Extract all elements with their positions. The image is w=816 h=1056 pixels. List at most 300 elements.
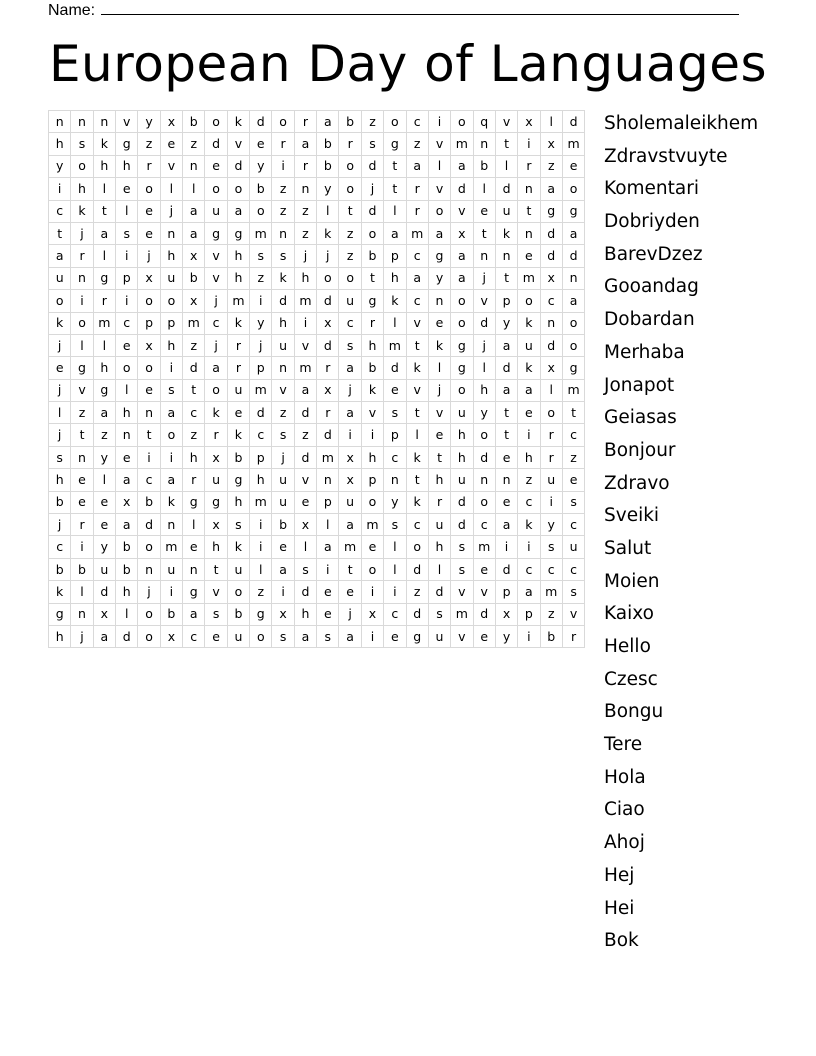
grid-cell[interactable]: d — [250, 111, 272, 133]
grid-cell[interactable]: d — [317, 290, 339, 312]
grid-cell[interactable]: r — [339, 133, 361, 155]
grid-cell[interactable]: x — [540, 133, 562, 155]
grid-cell[interactable]: a — [294, 133, 316, 155]
grid-cell[interactable]: s — [49, 446, 71, 468]
grid-cell[interactable]: g — [116, 133, 138, 155]
grid-cell[interactable]: m — [451, 133, 473, 155]
grid-cell[interactable]: p — [250, 357, 272, 379]
grid-cell[interactable]: a — [339, 625, 361, 647]
grid-cell[interactable]: a — [384, 222, 406, 244]
grid-cell[interactable]: r — [227, 334, 249, 356]
grid-cell[interactable]: o — [562, 312, 584, 334]
grid-cell[interactable]: o — [71, 155, 93, 177]
grid-cell[interactable]: h — [451, 424, 473, 446]
grid-cell[interactable]: h — [428, 536, 450, 558]
grid-cell[interactable]: g — [540, 200, 562, 222]
grid-cell[interactable]: x — [361, 603, 383, 625]
grid-cell[interactable]: r — [428, 491, 450, 513]
grid-cell[interactable]: b — [317, 155, 339, 177]
grid-cell[interactable]: d — [294, 581, 316, 603]
grid-cell[interactable]: r — [183, 469, 205, 491]
grid-cell[interactable]: l — [93, 245, 115, 267]
grid-cell[interactable]: g — [562, 357, 584, 379]
grid-cell[interactable]: o — [138, 603, 160, 625]
grid-cell[interactable]: e — [138, 200, 160, 222]
grid-cell[interactable]: d — [451, 491, 473, 513]
grid-cell[interactable]: t — [93, 200, 115, 222]
grid-cell[interactable]: e — [384, 625, 406, 647]
grid-cell[interactable]: e — [562, 469, 584, 491]
grid-cell[interactable]: g — [451, 357, 473, 379]
grid-cell[interactable]: e — [495, 491, 517, 513]
grid-cell[interactable]: o — [227, 581, 249, 603]
name-blank-line[interactable] — [101, 0, 739, 15]
grid-cell[interactable]: j — [272, 446, 294, 468]
grid-cell[interactable]: j — [317, 245, 339, 267]
grid-cell[interactable]: i — [160, 357, 182, 379]
grid-cell[interactable]: l — [495, 155, 517, 177]
grid-cell[interactable]: g — [406, 625, 428, 647]
grid-cell[interactable]: m — [250, 491, 272, 513]
grid-cell[interactable]: a — [339, 357, 361, 379]
grid-cell[interactable]: x — [294, 514, 316, 536]
grid-cell[interactable]: o — [205, 111, 227, 133]
grid-cell[interactable]: l — [317, 200, 339, 222]
grid-cell[interactable]: c — [406, 111, 428, 133]
grid-cell[interactable]: j — [138, 581, 160, 603]
grid-cell[interactable]: i — [272, 155, 294, 177]
grid-cell[interactable]: v — [562, 603, 584, 625]
grid-cell[interactable]: a — [451, 155, 473, 177]
grid-cell[interactable]: r — [361, 312, 383, 334]
grid-cell[interactable]: i — [540, 491, 562, 513]
grid-cell[interactable]: x — [451, 222, 473, 244]
grid-cell[interactable]: g — [227, 222, 249, 244]
grid-cell[interactable]: n — [160, 222, 182, 244]
grid-cell[interactable]: m — [227, 290, 249, 312]
grid-cell[interactable]: t — [428, 446, 450, 468]
grid-cell[interactable]: t — [495, 402, 517, 424]
grid-cell[interactable]: d — [294, 402, 316, 424]
grid-cell[interactable]: n — [116, 424, 138, 446]
grid-cell[interactable]: v — [406, 312, 428, 334]
grid-cell[interactable]: u — [339, 491, 361, 513]
grid-cell[interactable]: c — [562, 514, 584, 536]
grid-cell[interactable]: k — [49, 312, 71, 334]
grid-cell[interactable]: r — [294, 111, 316, 133]
grid-cell[interactable]: e — [317, 603, 339, 625]
grid-cell[interactable]: z — [138, 133, 160, 155]
grid-cell[interactable]: t — [339, 200, 361, 222]
grid-cell[interactable]: t — [71, 424, 93, 446]
grid-cell[interactable]: x — [138, 334, 160, 356]
grid-cell[interactable]: t — [406, 334, 428, 356]
grid-cell[interactable]: k — [227, 111, 249, 133]
grid-cell[interactable]: d — [406, 603, 428, 625]
grid-cell[interactable]: h — [227, 245, 249, 267]
grid-cell[interactable]: d — [473, 312, 495, 334]
grid-cell[interactable]: u — [272, 491, 294, 513]
grid-cell[interactable]: o — [138, 357, 160, 379]
grid-cell[interactable]: o — [540, 402, 562, 424]
grid-cell[interactable]: u — [495, 200, 517, 222]
grid-cell[interactable]: s — [205, 603, 227, 625]
grid-cell[interactable]: b — [272, 514, 294, 536]
grid-cell[interactable]: t — [495, 267, 517, 289]
grid-cell[interactable]: u — [339, 290, 361, 312]
grid-cell[interactable]: g — [250, 603, 272, 625]
grid-cell[interactable]: z — [406, 581, 428, 603]
grid-cell[interactable]: i — [294, 312, 316, 334]
grid-cell[interactable]: d — [294, 446, 316, 468]
grid-cell[interactable]: k — [317, 222, 339, 244]
grid-cell[interactable]: l — [473, 178, 495, 200]
grid-cell[interactable]: v — [205, 581, 227, 603]
grid-cell[interactable]: r — [406, 178, 428, 200]
grid-cell[interactable]: s — [294, 558, 316, 580]
grid-cell[interactable]: i — [495, 536, 517, 558]
grid-cell[interactable]: l — [93, 178, 115, 200]
grid-cell[interactable]: t — [339, 558, 361, 580]
grid-cell[interactable]: b — [339, 111, 361, 133]
grid-cell[interactable]: z — [272, 402, 294, 424]
grid-cell[interactable]: a — [317, 111, 339, 133]
grid-cell[interactable]: t — [183, 379, 205, 401]
grid-cell[interactable]: l — [294, 536, 316, 558]
grid-cell[interactable]: c — [138, 469, 160, 491]
grid-cell[interactable]: d — [116, 625, 138, 647]
grid-cell[interactable]: g — [451, 334, 473, 356]
grid-cell[interactable]: h — [473, 379, 495, 401]
grid-cell[interactable]: q — [473, 111, 495, 133]
grid-cell[interactable]: m — [250, 222, 272, 244]
grid-cell[interactable]: g — [93, 379, 115, 401]
grid-cell[interactable]: e — [138, 222, 160, 244]
grid-cell[interactable]: b — [49, 491, 71, 513]
grid-cell[interactable]: o — [71, 312, 93, 334]
grid-cell[interactable]: o — [473, 424, 495, 446]
grid-cell[interactable]: v — [428, 133, 450, 155]
grid-cell[interactable]: b — [116, 558, 138, 580]
grid-cell[interactable]: p — [116, 267, 138, 289]
grid-cell[interactable]: r — [205, 424, 227, 446]
grid-cell[interactable]: m — [317, 446, 339, 468]
grid-cell[interactable]: p — [384, 245, 406, 267]
grid-cell[interactable]: h — [49, 625, 71, 647]
grid-cell[interactable]: u — [227, 558, 249, 580]
grid-cell[interactable]: l — [428, 558, 450, 580]
grid-cell[interactable]: i — [49, 178, 71, 200]
grid-cell[interactable]: s — [428, 603, 450, 625]
grid-cell[interactable]: g — [183, 491, 205, 513]
grid-cell[interactable]: o — [138, 178, 160, 200]
grid-cell[interactable]: l — [93, 334, 115, 356]
grid-cell[interactable]: c — [384, 446, 406, 468]
grid-cell[interactable]: o — [160, 290, 182, 312]
grid-cell[interactable]: k — [227, 536, 249, 558]
grid-cell[interactable]: u — [562, 536, 584, 558]
grid-cell[interactable]: h — [227, 267, 249, 289]
grid-cell[interactable]: k — [227, 312, 249, 334]
grid-cell[interactable]: v — [428, 402, 450, 424]
grid-cell[interactable]: m — [540, 581, 562, 603]
grid-cell[interactable]: i — [317, 558, 339, 580]
grid-cell[interactable]: z — [250, 581, 272, 603]
grid-cell[interactable]: y — [473, 402, 495, 424]
grid-cell[interactable]: p — [160, 312, 182, 334]
grid-cell[interactable]: z — [272, 178, 294, 200]
grid-cell[interactable]: h — [71, 178, 93, 200]
grid-cell[interactable]: k — [384, 290, 406, 312]
grid-cell[interactable]: v — [451, 625, 473, 647]
grid-cell[interactable]: x — [272, 603, 294, 625]
grid-cell[interactable]: d — [384, 357, 406, 379]
grid-cell[interactable]: d — [428, 581, 450, 603]
grid-cell[interactable]: x — [138, 267, 160, 289]
grid-cell[interactable]: e — [294, 491, 316, 513]
grid-cell[interactable]: z — [250, 267, 272, 289]
grid-cell[interactable]: k — [518, 357, 540, 379]
grid-cell[interactable]: e — [250, 133, 272, 155]
grid-cell[interactable]: s — [562, 491, 584, 513]
grid-cell[interactable]: a — [93, 222, 115, 244]
grid-cell[interactable]: o — [473, 491, 495, 513]
grid-cell[interactable]: z — [540, 155, 562, 177]
grid-cell[interactable]: k — [160, 491, 182, 513]
grid-cell[interactable]: d — [495, 558, 517, 580]
grid-cell[interactable]: r — [138, 155, 160, 177]
grid-cell[interactable]: i — [116, 290, 138, 312]
grid-cell[interactable]: n — [518, 178, 540, 200]
grid-cell[interactable]: o — [518, 290, 540, 312]
grid-cell[interactable]: b — [227, 603, 249, 625]
grid-cell[interactable]: a — [294, 379, 316, 401]
grid-cell[interactable]: i — [160, 446, 182, 468]
grid-cell[interactable]: d — [227, 155, 249, 177]
grid-cell[interactable]: c — [183, 402, 205, 424]
grid-cell[interactable]: h — [428, 469, 450, 491]
grid-cell[interactable]: j — [49, 424, 71, 446]
grid-cell[interactable]: p — [495, 581, 517, 603]
grid-cell[interactable]: l — [384, 536, 406, 558]
grid-cell[interactable]: u — [227, 379, 249, 401]
grid-cell[interactable]: p — [250, 446, 272, 468]
grid-cell[interactable]: e — [518, 402, 540, 424]
grid-cell[interactable]: a — [518, 581, 540, 603]
grid-cell[interactable]: a — [116, 514, 138, 536]
grid-cell[interactable]: h — [205, 536, 227, 558]
grid-cell[interactable]: v — [294, 334, 316, 356]
grid-cell[interactable]: l — [71, 581, 93, 603]
grid-cell[interactable]: k — [518, 312, 540, 334]
grid-cell[interactable]: j — [49, 379, 71, 401]
grid-cell[interactable]: d — [451, 514, 473, 536]
grid-cell[interactable]: a — [562, 222, 584, 244]
grid-cell[interactable]: k — [93, 133, 115, 155]
grid-cell[interactable]: c — [339, 312, 361, 334]
grid-cell[interactable]: d — [495, 357, 517, 379]
grid-cell[interactable]: k — [71, 200, 93, 222]
grid-cell[interactable]: j — [250, 334, 272, 356]
grid-cell[interactable]: i — [71, 290, 93, 312]
grid-cell[interactable]: l — [93, 469, 115, 491]
grid-cell[interactable]: b — [138, 491, 160, 513]
grid-cell[interactable]: x — [116, 491, 138, 513]
grid-cell[interactable]: g — [93, 267, 115, 289]
grid-cell[interactable]: n — [562, 267, 584, 289]
grid-cell[interactable]: j — [339, 379, 361, 401]
grid-cell[interactable]: e — [227, 402, 249, 424]
grid-cell[interactable]: v — [71, 379, 93, 401]
grid-cell[interactable]: h — [116, 581, 138, 603]
grid-cell[interactable]: n — [317, 469, 339, 491]
grid-cell[interactable]: h — [160, 245, 182, 267]
grid-cell[interactable]: z — [562, 446, 584, 468]
grid-cell[interactable]: d — [473, 446, 495, 468]
grid-cell[interactable]: c — [406, 514, 428, 536]
grid-cell[interactable]: i — [160, 581, 182, 603]
grid-cell[interactable]: b — [116, 536, 138, 558]
grid-cell[interactable]: t — [495, 424, 517, 446]
grid-cell[interactable]: d — [562, 111, 584, 133]
grid-cell[interactable]: d — [205, 133, 227, 155]
grid-cell[interactable]: r — [540, 424, 562, 446]
grid-cell[interactable]: g — [384, 133, 406, 155]
grid-cell[interactable]: e — [384, 379, 406, 401]
grid-cell[interactable]: n — [71, 603, 93, 625]
grid-cell[interactable]: e — [116, 178, 138, 200]
grid-cell[interactable]: k — [406, 491, 428, 513]
grid-cell[interactable]: v — [473, 581, 495, 603]
grid-cell[interactable]: x — [317, 312, 339, 334]
grid-cell[interactable]: n — [93, 111, 115, 133]
grid-cell[interactable]: s — [116, 222, 138, 244]
grid-cell[interactable]: z — [294, 222, 316, 244]
grid-cell[interactable]: o — [361, 491, 383, 513]
grid-cell[interactable]: t — [495, 133, 517, 155]
grid-cell[interactable]: n — [294, 178, 316, 200]
grid-cell[interactable]: x — [183, 245, 205, 267]
grid-cell[interactable]: e — [518, 245, 540, 267]
grid-cell[interactable]: n — [160, 514, 182, 536]
grid-cell[interactable]: y — [384, 491, 406, 513]
grid-cell[interactable]: s — [272, 245, 294, 267]
grid-cell[interactable]: n — [473, 245, 495, 267]
grid-cell[interactable]: t — [406, 469, 428, 491]
grid-cell[interactable]: l — [317, 514, 339, 536]
grid-cell[interactable]: y — [540, 514, 562, 536]
grid-cell[interactable]: t — [361, 267, 383, 289]
grid-cell[interactable]: l — [116, 603, 138, 625]
grid-cell[interactable]: o — [451, 111, 473, 133]
grid-cell[interactable]: z — [272, 200, 294, 222]
grid-cell[interactable]: e — [205, 625, 227, 647]
grid-cell[interactable]: o — [250, 200, 272, 222]
grid-cell[interactable]: m — [294, 290, 316, 312]
grid-cell[interactable]: c — [562, 558, 584, 580]
grid-cell[interactable]: m — [406, 222, 428, 244]
grid-cell[interactable]: c — [518, 491, 540, 513]
grid-cell[interactable]: h — [116, 155, 138, 177]
grid-cell[interactable]: v — [160, 155, 182, 177]
grid-cell[interactable]: j — [294, 245, 316, 267]
grid-cell[interactable]: o — [562, 334, 584, 356]
grid-cell[interactable]: s — [227, 514, 249, 536]
grid-cell[interactable]: b — [49, 558, 71, 580]
grid-cell[interactable]: p — [384, 424, 406, 446]
grid-cell[interactable]: e — [116, 334, 138, 356]
grid-cell[interactable]: h — [93, 155, 115, 177]
grid-cell[interactable]: k — [49, 581, 71, 603]
grid-cell[interactable]: b — [71, 558, 93, 580]
grid-cell[interactable]: l — [71, 334, 93, 356]
grid-cell[interactable]: e — [428, 424, 450, 446]
grid-cell[interactable]: o — [562, 178, 584, 200]
grid-cell[interactable]: t — [384, 155, 406, 177]
grid-cell[interactable]: n — [138, 558, 160, 580]
grid-cell[interactable]: o — [49, 290, 71, 312]
grid-cell[interactable]: l — [183, 514, 205, 536]
grid-cell[interactable]: t — [205, 558, 227, 580]
grid-cell[interactable]: i — [71, 536, 93, 558]
grid-cell[interactable]: m — [562, 133, 584, 155]
grid-cell[interactable]: b — [250, 178, 272, 200]
grid-cell[interactable]: l — [116, 200, 138, 222]
grid-cell[interactable]: d — [406, 558, 428, 580]
grid-cell[interactable]: e — [495, 446, 517, 468]
grid-cell[interactable]: l — [406, 424, 428, 446]
grid-cell[interactable]: h — [160, 334, 182, 356]
grid-cell[interactable]: t — [138, 424, 160, 446]
grid-cell[interactable]: m — [473, 536, 495, 558]
grid-cell[interactable]: e — [160, 133, 182, 155]
grid-cell[interactable]: x — [183, 290, 205, 312]
grid-cell[interactable]: n — [384, 469, 406, 491]
grid-cell[interactable]: e — [473, 558, 495, 580]
grid-cell[interactable]: u — [160, 267, 182, 289]
grid-cell[interactable]: a — [451, 267, 473, 289]
grid-cell[interactable]: m — [93, 312, 115, 334]
grid-cell[interactable]: u — [540, 469, 562, 491]
grid-cell[interactable]: t — [518, 200, 540, 222]
grid-cell[interactable]: o — [428, 200, 450, 222]
grid-cell[interactable]: s — [384, 402, 406, 424]
grid-cell[interactable]: e — [138, 379, 160, 401]
grid-cell[interactable]: c — [250, 424, 272, 446]
grid-cell[interactable]: d — [451, 178, 473, 200]
grid-cell[interactable]: h — [49, 133, 71, 155]
grid-cell[interactable]: l — [540, 111, 562, 133]
grid-cell[interactable]: v — [205, 267, 227, 289]
grid-cell[interactable]: v — [451, 581, 473, 603]
grid-cell[interactable]: a — [49, 245, 71, 267]
grid-cell[interactable]: a — [93, 625, 115, 647]
grid-cell[interactable]: i — [138, 446, 160, 468]
grid-cell[interactable]: o — [339, 178, 361, 200]
grid-cell[interactable]: t — [473, 222, 495, 244]
grid-cell[interactable]: o — [384, 111, 406, 133]
grid-cell[interactable]: h — [384, 267, 406, 289]
grid-cell[interactable]: i — [250, 290, 272, 312]
grid-cell[interactable]: l — [473, 357, 495, 379]
grid-cell[interactable]: d — [183, 357, 205, 379]
name-field[interactable] — [48, 0, 739, 21]
grid-cell[interactable]: b — [183, 267, 205, 289]
grid-cell[interactable]: x — [339, 469, 361, 491]
grid-cell[interactable]: c — [183, 625, 205, 647]
grid-cell[interactable]: m — [294, 357, 316, 379]
grid-cell[interactable]: e — [473, 200, 495, 222]
